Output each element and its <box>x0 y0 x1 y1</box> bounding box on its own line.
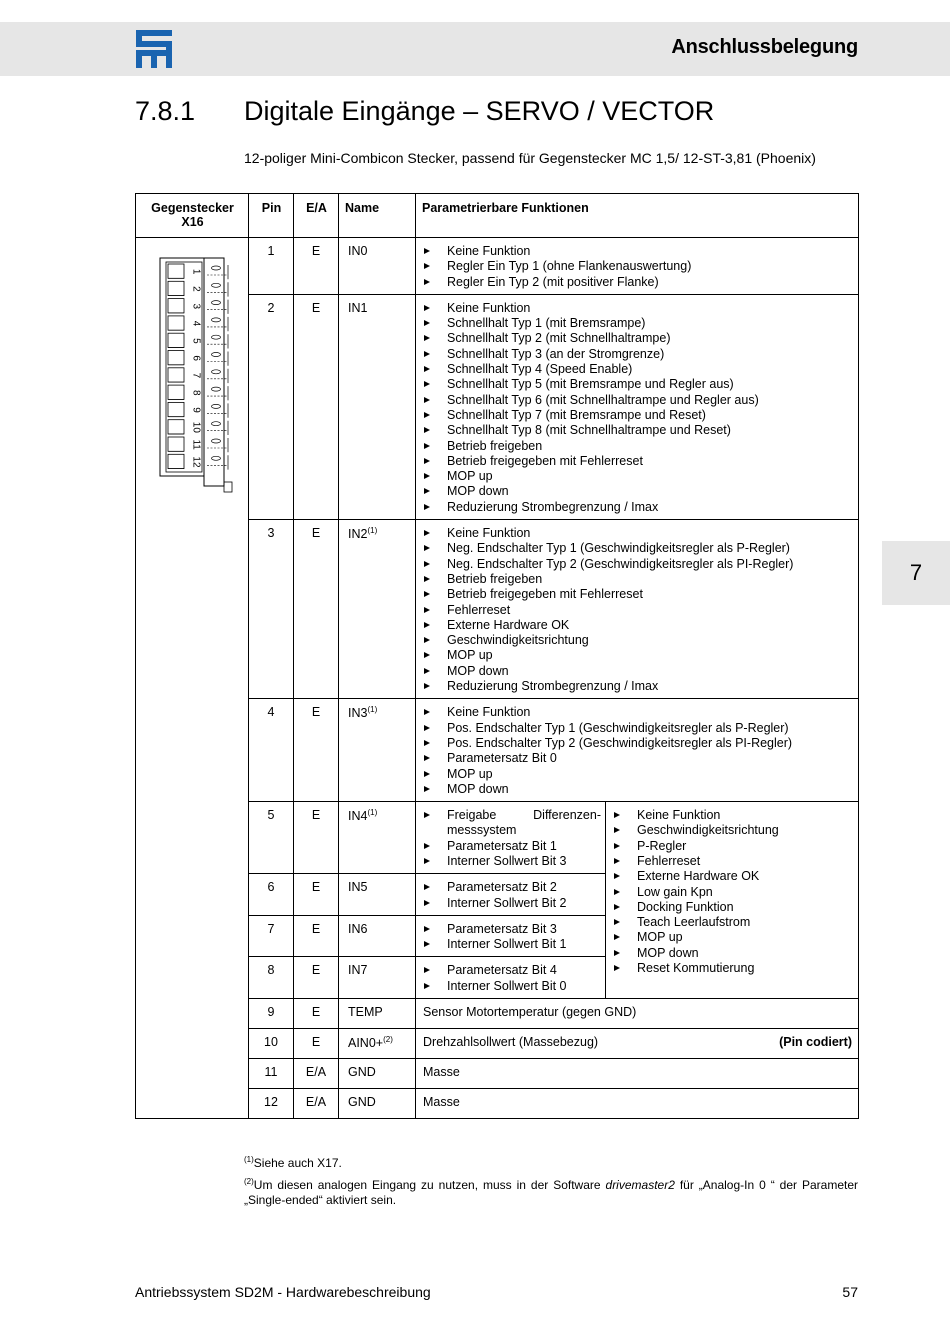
function-list <box>416 916 605 957</box>
function-item: Pos. Endschalter Typ 2 (Geschwindigkeitsregler als PI-Regler) <box>423 736 854 751</box>
function-item: Reduzierung Strombegrenzung / Imax <box>423 500 854 515</box>
direction: E <box>294 874 339 916</box>
function-list <box>416 520 858 698</box>
function-item: MOP up <box>423 648 854 663</box>
direction: E/A <box>294 1089 339 1119</box>
function-item: Schnellhalt Typ 2 (mit Schnellhaltrampe) <box>423 331 854 346</box>
connector-pin-label: 1 <box>190 268 202 275</box>
bullet-arrow-icon <box>424 652 430 658</box>
bullet-arrow-icon <box>424 561 430 567</box>
header-ea: E/A <box>294 194 339 238</box>
bullet-arrow-icon <box>424 607 430 613</box>
connector-pin-label: 3 <box>190 303 202 310</box>
bullet-arrow-icon <box>424 545 430 551</box>
signal-name: IN7 <box>339 957 416 999</box>
function-list <box>416 699 858 801</box>
function-item: MOP down <box>423 782 854 797</box>
bullet-arrow-icon <box>424 941 430 947</box>
bullet-arrow-icon <box>614 965 620 971</box>
signal-name: IN3$^{(1)}$ <box>339 699 416 802</box>
pin-number: 9 <box>249 999 294 1029</box>
pin-number: 4 <box>249 699 294 802</box>
bullet-arrow-icon <box>424 473 430 479</box>
description-cell: Drehzahlsollwert (Massebezug) (Pin codiert) <box>416 1029 859 1059</box>
footnote-2: $^{(2)}$Um diesen analogen Eingang zu nutzen, muss in der Software drivemaster2 für „Analog-In 0 “ der Parameter „Single-ended“ aktiviert sein. <box>244 1177 858 1207</box>
signal-name: AIN0+$^{(2)}$ <box>339 1029 416 1059</box>
connector-pin-label: 2 <box>190 286 202 292</box>
section-number: 7.8.1 <box>135 96 196 126</box>
bullet-arrow-icon <box>424 351 430 357</box>
function-item: Schnellhalt Typ 4 (Speed Enable) <box>423 362 854 377</box>
connector-pin-label: 11 <box>190 439 202 450</box>
pin-number: 3 <box>249 520 294 699</box>
function-item: Freigabe Differenzen-messsystem <box>423 808 601 839</box>
function-item: Betrieb freigeben <box>423 572 854 587</box>
function-item: Pos. Endschalter Typ 1 (Geschwindigkeitsregler als P-Regler) <box>423 721 854 736</box>
function-item: Keine Funktion <box>423 301 854 316</box>
function-item: Parametersatz Bit 0 <box>423 751 854 766</box>
bullet-arrow-icon <box>424 279 430 285</box>
bullet-arrow-icon <box>424 668 430 674</box>
signal-name: IN2$^{(1)}$ <box>339 520 416 699</box>
bullet-arrow-icon <box>424 412 430 418</box>
bullet-arrow-icon <box>424 967 430 973</box>
function-item: MOP down <box>613 946 854 961</box>
company-logo <box>136 30 172 68</box>
direction: E <box>294 699 339 802</box>
bullet-arrow-icon <box>424 504 430 510</box>
function-item: Parametersatz Bit 1 <box>423 839 601 854</box>
header-functions: Parametrierbare Funktionen <box>416 194 859 238</box>
connector-cell <box>136 238 249 1119</box>
signal-name: IN5 <box>339 874 416 916</box>
bullet-arrow-icon <box>424 858 430 864</box>
direction: E <box>294 802 339 874</box>
header-connector: Gegenstecker X16 <box>136 194 249 238</box>
functions-cell <box>416 238 859 295</box>
bullet-arrow-icon <box>424 983 430 989</box>
shared-functions-cell <box>606 802 859 999</box>
bullet-arrow-icon <box>424 488 430 494</box>
function-item: Teach Leerlaufstrom <box>613 915 854 930</box>
function-item: MOP up <box>423 767 854 782</box>
direction: E <box>294 238 339 295</box>
pin-coded-note: (Pin codiert) <box>779 1035 852 1050</box>
intro-text: 12-poliger Mini-Combicon Stecker, passend für Gegenstecker MC 1,5/ 12-ST-3,81 (Phoenix) <box>244 150 816 166</box>
function-item: Fehlerreset <box>423 603 854 618</box>
functions-cell <box>416 294 859 519</box>
bullet-arrow-icon <box>614 827 620 833</box>
function-item: Geschwindigkeitsrichtung <box>423 633 854 648</box>
signal-name: IN4$^{(1)}$ <box>339 802 416 874</box>
pin-number: 5 <box>249 802 294 874</box>
direction: E <box>294 957 339 999</box>
signal-name: IN1 <box>339 294 416 519</box>
function-item: Schnellhalt Typ 1 (mit Bremsrampe) <box>423 316 854 331</box>
bullet-arrow-icon <box>614 904 620 910</box>
functions-cell <box>416 957 606 999</box>
bullet-arrow-icon <box>424 263 430 269</box>
description-cell: Masse <box>416 1089 859 1119</box>
function-item: Parametersatz Bit 3 <box>423 922 601 937</box>
function-item: Externe Hardware OK <box>613 869 854 884</box>
bullet-arrow-icon <box>424 591 430 597</box>
pin-number: 7 <box>249 915 294 957</box>
function-list <box>416 957 605 998</box>
direction: E <box>294 294 339 519</box>
function-list <box>416 295 858 519</box>
bullet-arrow-icon <box>424 622 430 628</box>
function-list <box>606 802 858 980</box>
function-list <box>416 802 605 873</box>
bullet-arrow-icon <box>424 812 430 818</box>
bullet-arrow-icon <box>424 248 430 254</box>
section-title: Digitale Eingänge – SERVO / VECTOR <box>244 96 715 126</box>
bullet-arrow-icon <box>424 305 430 311</box>
pin-number: 1 <box>249 238 294 295</box>
function-item: Interner Sollwert Bit 1 <box>423 937 601 952</box>
bullet-arrow-icon <box>424 771 430 777</box>
pin-number: 2 <box>249 294 294 519</box>
function-item: Betrieb freigegeben mit Fehlerreset <box>423 587 854 602</box>
function-list <box>416 874 605 915</box>
page-number: 57 <box>842 1284 858 1300</box>
bullet-arrow-icon <box>614 858 620 864</box>
function-item: Neg. Endschalter Typ 1 (Geschwindigkeitsregler als P-Regler) <box>423 541 854 556</box>
header-pin: Pin <box>249 194 294 238</box>
bullet-arrow-icon <box>614 919 620 925</box>
bullet-arrow-icon <box>424 530 430 536</box>
connector-pin-label: 12 <box>190 456 202 468</box>
direction: E <box>294 915 339 957</box>
function-item: Parametersatz Bit 4 <box>423 963 601 978</box>
table-row <box>136 238 859 295</box>
connector-pin-label: 6 <box>190 355 202 361</box>
pin-number: 6 <box>249 874 294 916</box>
bullet-arrow-icon <box>424 320 430 326</box>
function-item: Interner Sollwert Bit 2 <box>423 896 601 911</box>
signal-name: GND <box>339 1089 416 1119</box>
function-item: Externe Hardware OK <box>423 618 854 633</box>
pin-number: 10 <box>249 1029 294 1059</box>
bullet-arrow-icon <box>424 335 430 341</box>
function-item: Fehlerreset <box>613 854 854 869</box>
functions-cell <box>416 520 859 699</box>
function-item: Regler Ein Typ 1 (ohne Flankenauswertung) <box>423 259 854 274</box>
function-item: MOP down <box>423 664 854 679</box>
direction: E <box>294 1029 339 1059</box>
bullet-arrow-icon <box>424 458 430 464</box>
function-item: Schnellhalt Typ 8 (mit Schnellhaltrampe und Reset) <box>423 423 854 438</box>
function-item: Keine Funktion <box>423 244 854 259</box>
function-item: Docking Funktion <box>613 900 854 915</box>
connector-pin-label: 9 <box>190 407 202 413</box>
function-item: MOP up <box>423 469 854 484</box>
bullet-arrow-icon <box>424 725 430 731</box>
function-item: Reduzierung Strombegrenzung / Imax <box>423 679 854 694</box>
bullet-arrow-icon <box>614 873 620 879</box>
direction: E <box>294 999 339 1029</box>
footer-title: Antriebssystem SD2M - Hardwarebeschreibung <box>135 1284 431 1300</box>
header-name: Name <box>339 194 416 238</box>
function-item: Keine Funktion <box>423 526 854 541</box>
connector-pin-label: 10 <box>190 421 202 433</box>
function-item: Regler Ein Typ 2 (mit positiver Flanke) <box>423 275 854 290</box>
connector-pin-label: 8 <box>190 389 202 396</box>
function-item: Interner Sollwert Bit 0 <box>423 979 601 994</box>
pin-number: 11 <box>249 1059 294 1089</box>
function-item: Parametersatz Bit 2 <box>423 880 601 895</box>
bullet-arrow-icon <box>424 926 430 932</box>
bullet-arrow-icon <box>614 812 620 818</box>
bullet-arrow-icon <box>424 900 430 906</box>
bullet-arrow-icon <box>424 709 430 715</box>
bullet-arrow-icon <box>424 884 430 890</box>
bullet-arrow-icon <box>424 443 430 449</box>
bullet-arrow-icon <box>424 381 430 387</box>
function-list <box>416 238 858 294</box>
function-item: Keine Funktion <box>613 808 854 823</box>
pin-number: 8 <box>249 957 294 999</box>
connector-drawing <box>136 256 248 496</box>
function-item: Reset Kommutierung <box>613 961 854 976</box>
function-item: Neg. Endschalter Typ 2 (Geschwindigkeitsregler als PI-Regler) <box>423 557 854 572</box>
function-item: Schnellhalt Typ 7 (mit Bremsrampe und Reset) <box>423 408 854 423</box>
function-item: Betrieb freigegeben mit Fehlerreset <box>423 454 854 469</box>
function-item: MOP down <box>423 484 854 499</box>
function-item: P-Regler <box>613 839 854 854</box>
bullet-arrow-icon <box>614 843 620 849</box>
signal-name: IN0 <box>339 238 416 295</box>
connector-pin-label: 7 <box>190 372 202 379</box>
function-item: Betrieb freigeben <box>423 439 854 454</box>
function-item: Low gain Kpn <box>613 885 854 900</box>
signal-name: GND <box>339 1059 416 1089</box>
chapter-tab: 7 <box>882 541 950 605</box>
pin-assignment-table <box>135 193 859 1119</box>
connector-pin-label: 4 <box>190 320 202 327</box>
function-item: Schnellhalt Typ 3 (an der Stromgrenze) <box>423 347 854 362</box>
function-item: MOP up <box>613 930 854 945</box>
bullet-arrow-icon <box>424 366 430 372</box>
bullet-arrow-icon <box>424 683 430 689</box>
bullet-arrow-icon <box>424 427 430 433</box>
bullet-arrow-icon <box>424 843 430 849</box>
functions-cell <box>416 699 859 802</box>
function-item: Geschwindigkeitsrichtung <box>613 823 854 838</box>
signal-name: TEMP <box>339 999 416 1029</box>
function-item: Interner Sollwert Bit 3 <box>423 854 601 869</box>
bullet-arrow-icon <box>614 934 620 940</box>
functions-cell <box>416 915 606 957</box>
pin-number: 12 <box>249 1089 294 1119</box>
functions-cell <box>416 802 606 874</box>
description-cell: Masse <box>416 1059 859 1089</box>
function-item: Schnellhalt Typ 5 (mit Bremsrampe und Regler aus) <box>423 377 854 392</box>
bullet-arrow-icon <box>424 576 430 582</box>
bullet-arrow-icon <box>424 755 430 761</box>
bullet-arrow-icon <box>424 786 430 792</box>
direction: E <box>294 520 339 699</box>
bullet-arrow-icon <box>424 740 430 746</box>
function-item: Schnellhalt Typ 6 (mit Schnellhaltrampe und Regler aus) <box>423 393 854 408</box>
header-title: Anschlussbelegung <box>671 36 858 58</box>
connector-pin-label: 5 <box>190 338 202 344</box>
footnote-1: $^{(1)}$Siehe auch X17. <box>244 1155 342 1170</box>
function-item: Keine Funktion <box>423 705 854 720</box>
description-cell: Sensor Motortemperatur (gegen GND) <box>416 999 859 1029</box>
functions-cell <box>416 874 606 916</box>
signal-name: IN6 <box>339 915 416 957</box>
bullet-arrow-icon <box>424 397 430 403</box>
bullet-arrow-icon <box>614 889 620 895</box>
bullet-arrow-icon <box>614 950 620 956</box>
bullet-arrow-icon <box>424 637 430 643</box>
direction: E/A <box>294 1059 339 1089</box>
